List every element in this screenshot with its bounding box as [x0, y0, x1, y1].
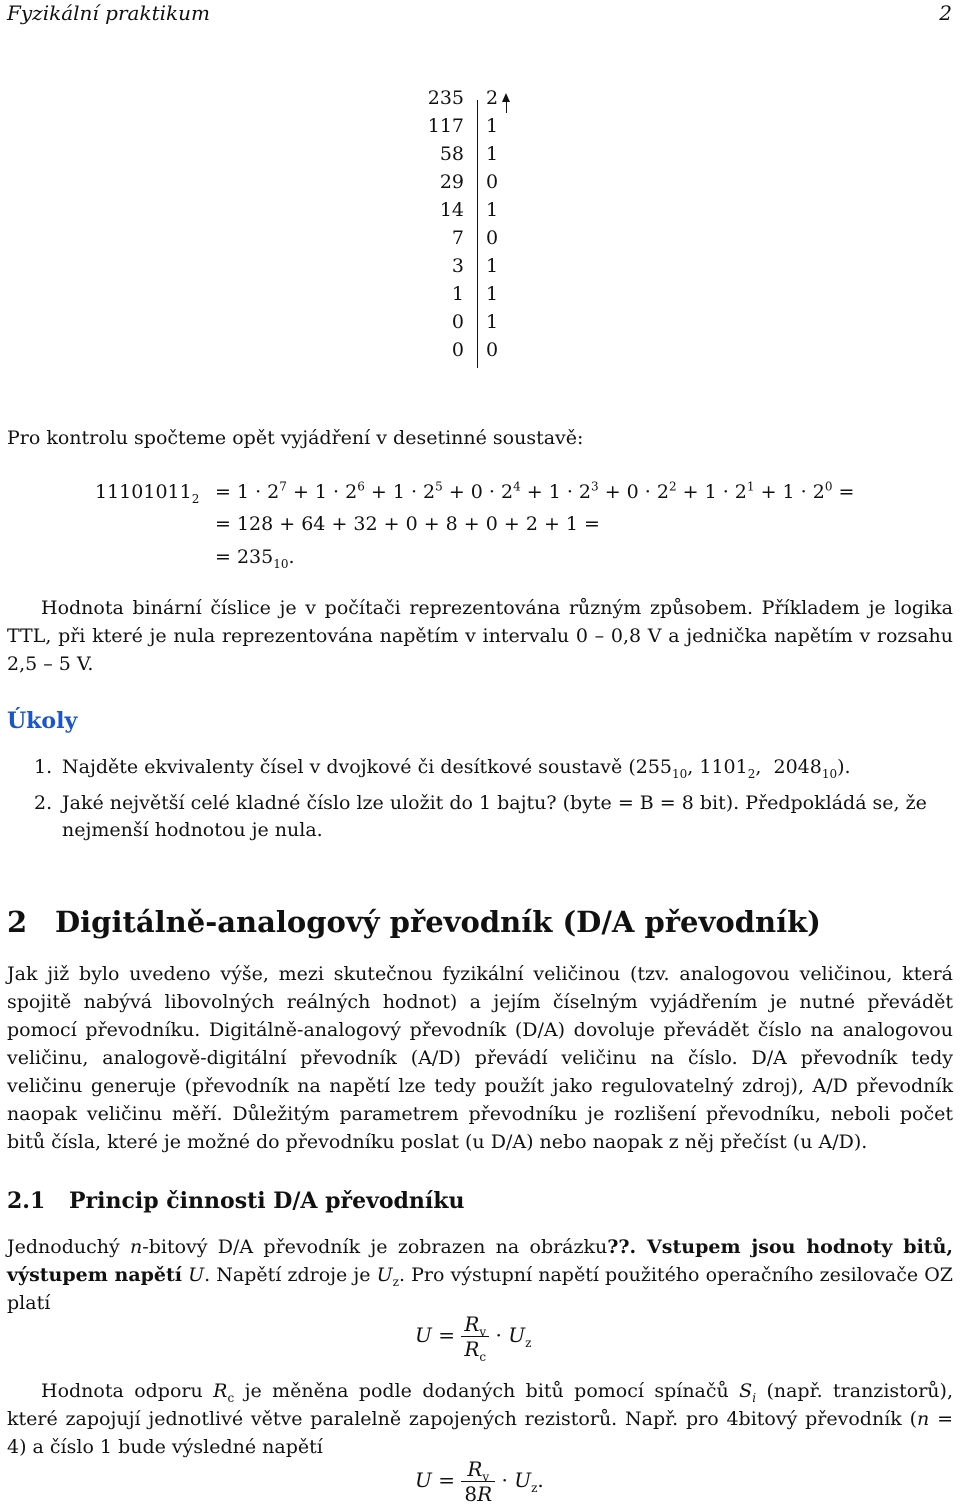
remainder-cell: 0 — [486, 227, 499, 249]
division-row — [400, 84, 520, 112]
task-item-2: 2. Jaké největší celé kladné číslo lze uložit do 1 bajtu? (byte = B = 8 bit). Předpokládá se, že nejmenší hodnotou je nula. — [34, 792, 927, 841]
equation-line-1: = $1 \cdot 2^7 + 1 \cdot 2^6 + 1 \cdot 2^5 + 0 \cdot 2^4 + 1 \cdot 2^3 + 0 \cdot 2^2 + 1 \cdot 2^1 + 1 \cdot 2^0$ = — [215, 479, 855, 503]
remainder-cell: 1 — [486, 115, 499, 137]
division-row — [400, 308, 520, 336]
section-2-1-paragraph: Jednoduchý n-bitový D/A převodník je zobrazen na obrázku??. Vstupem jsou hodnoty bitů, výstupem napětí U. Napětí zdroje je $U_z$. Pro výstupní napětí použitého operačního zesilovače OZ platí — [7, 1236, 954, 1314]
division-row — [400, 252, 520, 280]
division-row — [400, 140, 520, 168]
quotient-cell: 117 — [427, 115, 464, 137]
quotient-cell: 58 — [439, 143, 464, 165]
equation-lhs: $11101011_2$ — [95, 481, 200, 506]
section-2-1-heading: 2.1 Princip činnosti D/A převodníku — [7, 1188, 465, 1214]
formula-output-voltage: U = $\frac{R_v}{R_c}$ · $U_z$ — [415, 1312, 532, 1364]
formula-example-voltage: U = $\frac{R_v}{8R}$ · $U_z$. — [415, 1457, 544, 1506]
division-row — [400, 280, 520, 308]
quotient-cell: 29 — [439, 171, 464, 193]
remainder-cell: 1 — [486, 199, 499, 221]
remainder-cell: 1 — [486, 311, 499, 333]
paragraph-binary: Hodnota binární číslice je v počítači reprezentována různým způsobem. Příkladem je logika TTL, při které je nula reprezentována napětím v intervalu 0 – 0,8 V a jednička napětím v rozsahu 2,5 – 5 V. — [7, 597, 953, 675]
division-row — [400, 336, 520, 364]
task-number: 1. — [34, 756, 53, 778]
check-intro: Pro kontrolu spočteme opět vyjádření v desetinné soustavě: — [7, 427, 584, 449]
quotient-cell: 3 — [451, 255, 464, 277]
division-row — [400, 168, 520, 196]
division-row — [400, 196, 520, 224]
remainder-cell: 1 — [486, 283, 499, 305]
remainder-cell: 1 — [486, 143, 499, 165]
remainder-cell: 0 — [486, 171, 499, 193]
quotient-cell: 7 — [451, 227, 464, 249]
remainder-cell: 1 — [486, 255, 499, 277]
quotient-cell: 0 — [451, 311, 464, 333]
remainder-cell: 2 — [486, 87, 499, 109]
section-2-1-paragraph-2: Hodnota odporu $R_c$ je měněna podle dodaných bitů pomocí spínačů $S_i$ (např. tranzistorů), které zapojují jednotlivé větve paralelně zapojených rezistorů. Např. pro 4bitový převodník (n = 4) a číslo 1 bude výsledné napětí — [7, 1380, 953, 1458]
page-header-title: Fyzikální praktikum — [7, 1, 210, 25]
division-row — [400, 224, 520, 252]
quotient-cell: 1 — [451, 283, 464, 305]
equation-line-2: = 128 + 64 + 32 + 0 + 8 + 0 + 2 + 1 = — [215, 513, 600, 535]
quotient-cell: 14 — [439, 199, 464, 221]
quotient-cell: 0 — [451, 339, 464, 361]
section-2-paragraph: Jak již bylo uvedeno výše, mezi skutečnou fyzikální veličinou (tzv. analogovou veličinou, která spojitě nabývá libovolných reálných hodnot) a jejím číselným vyjádřením je nutné převádět pomocí převodníku. Digitálně-analogový převodník (D/A) dovoluje převádět číslo na analogovou veličinu, analogově-digitální převodník (A/D) převádí veličinu na číslo. D/A převodník tedy veličinu generuje (převodník na napětí lze tedy použít jako regulovatelný zdroj), A/D převodník naopak veličinu měří. Důležitým parametrem převodníku je rozlišení převodníku, neboli počet bitů čísla, které je možné do převodníku poslat (u D/A) nebo naopak z něj přečíst (u A/D). — [7, 963, 953, 1153]
section-2-heading: 2 Digitálně-analogový převodník (D/A převodník) — [7, 905, 821, 939]
remainder-cell: 0 — [486, 339, 499, 361]
equation-line-3: = $235_{10}$. — [215, 546, 295, 571]
task-number: 2. — [34, 792, 53, 814]
division-row — [400, 112, 520, 140]
page-number: 2 — [939, 1, 952, 25]
task-item-1: 1. Najděte ekvivalenty čísel v dvojkové či desítkové soustavě ($255_{10}$, $1101_2$, $2048_{10}$). — [34, 756, 851, 781]
quotient-cell: 235 — [427, 87, 464, 109]
tasks-heading: Úkoly — [7, 708, 78, 734]
